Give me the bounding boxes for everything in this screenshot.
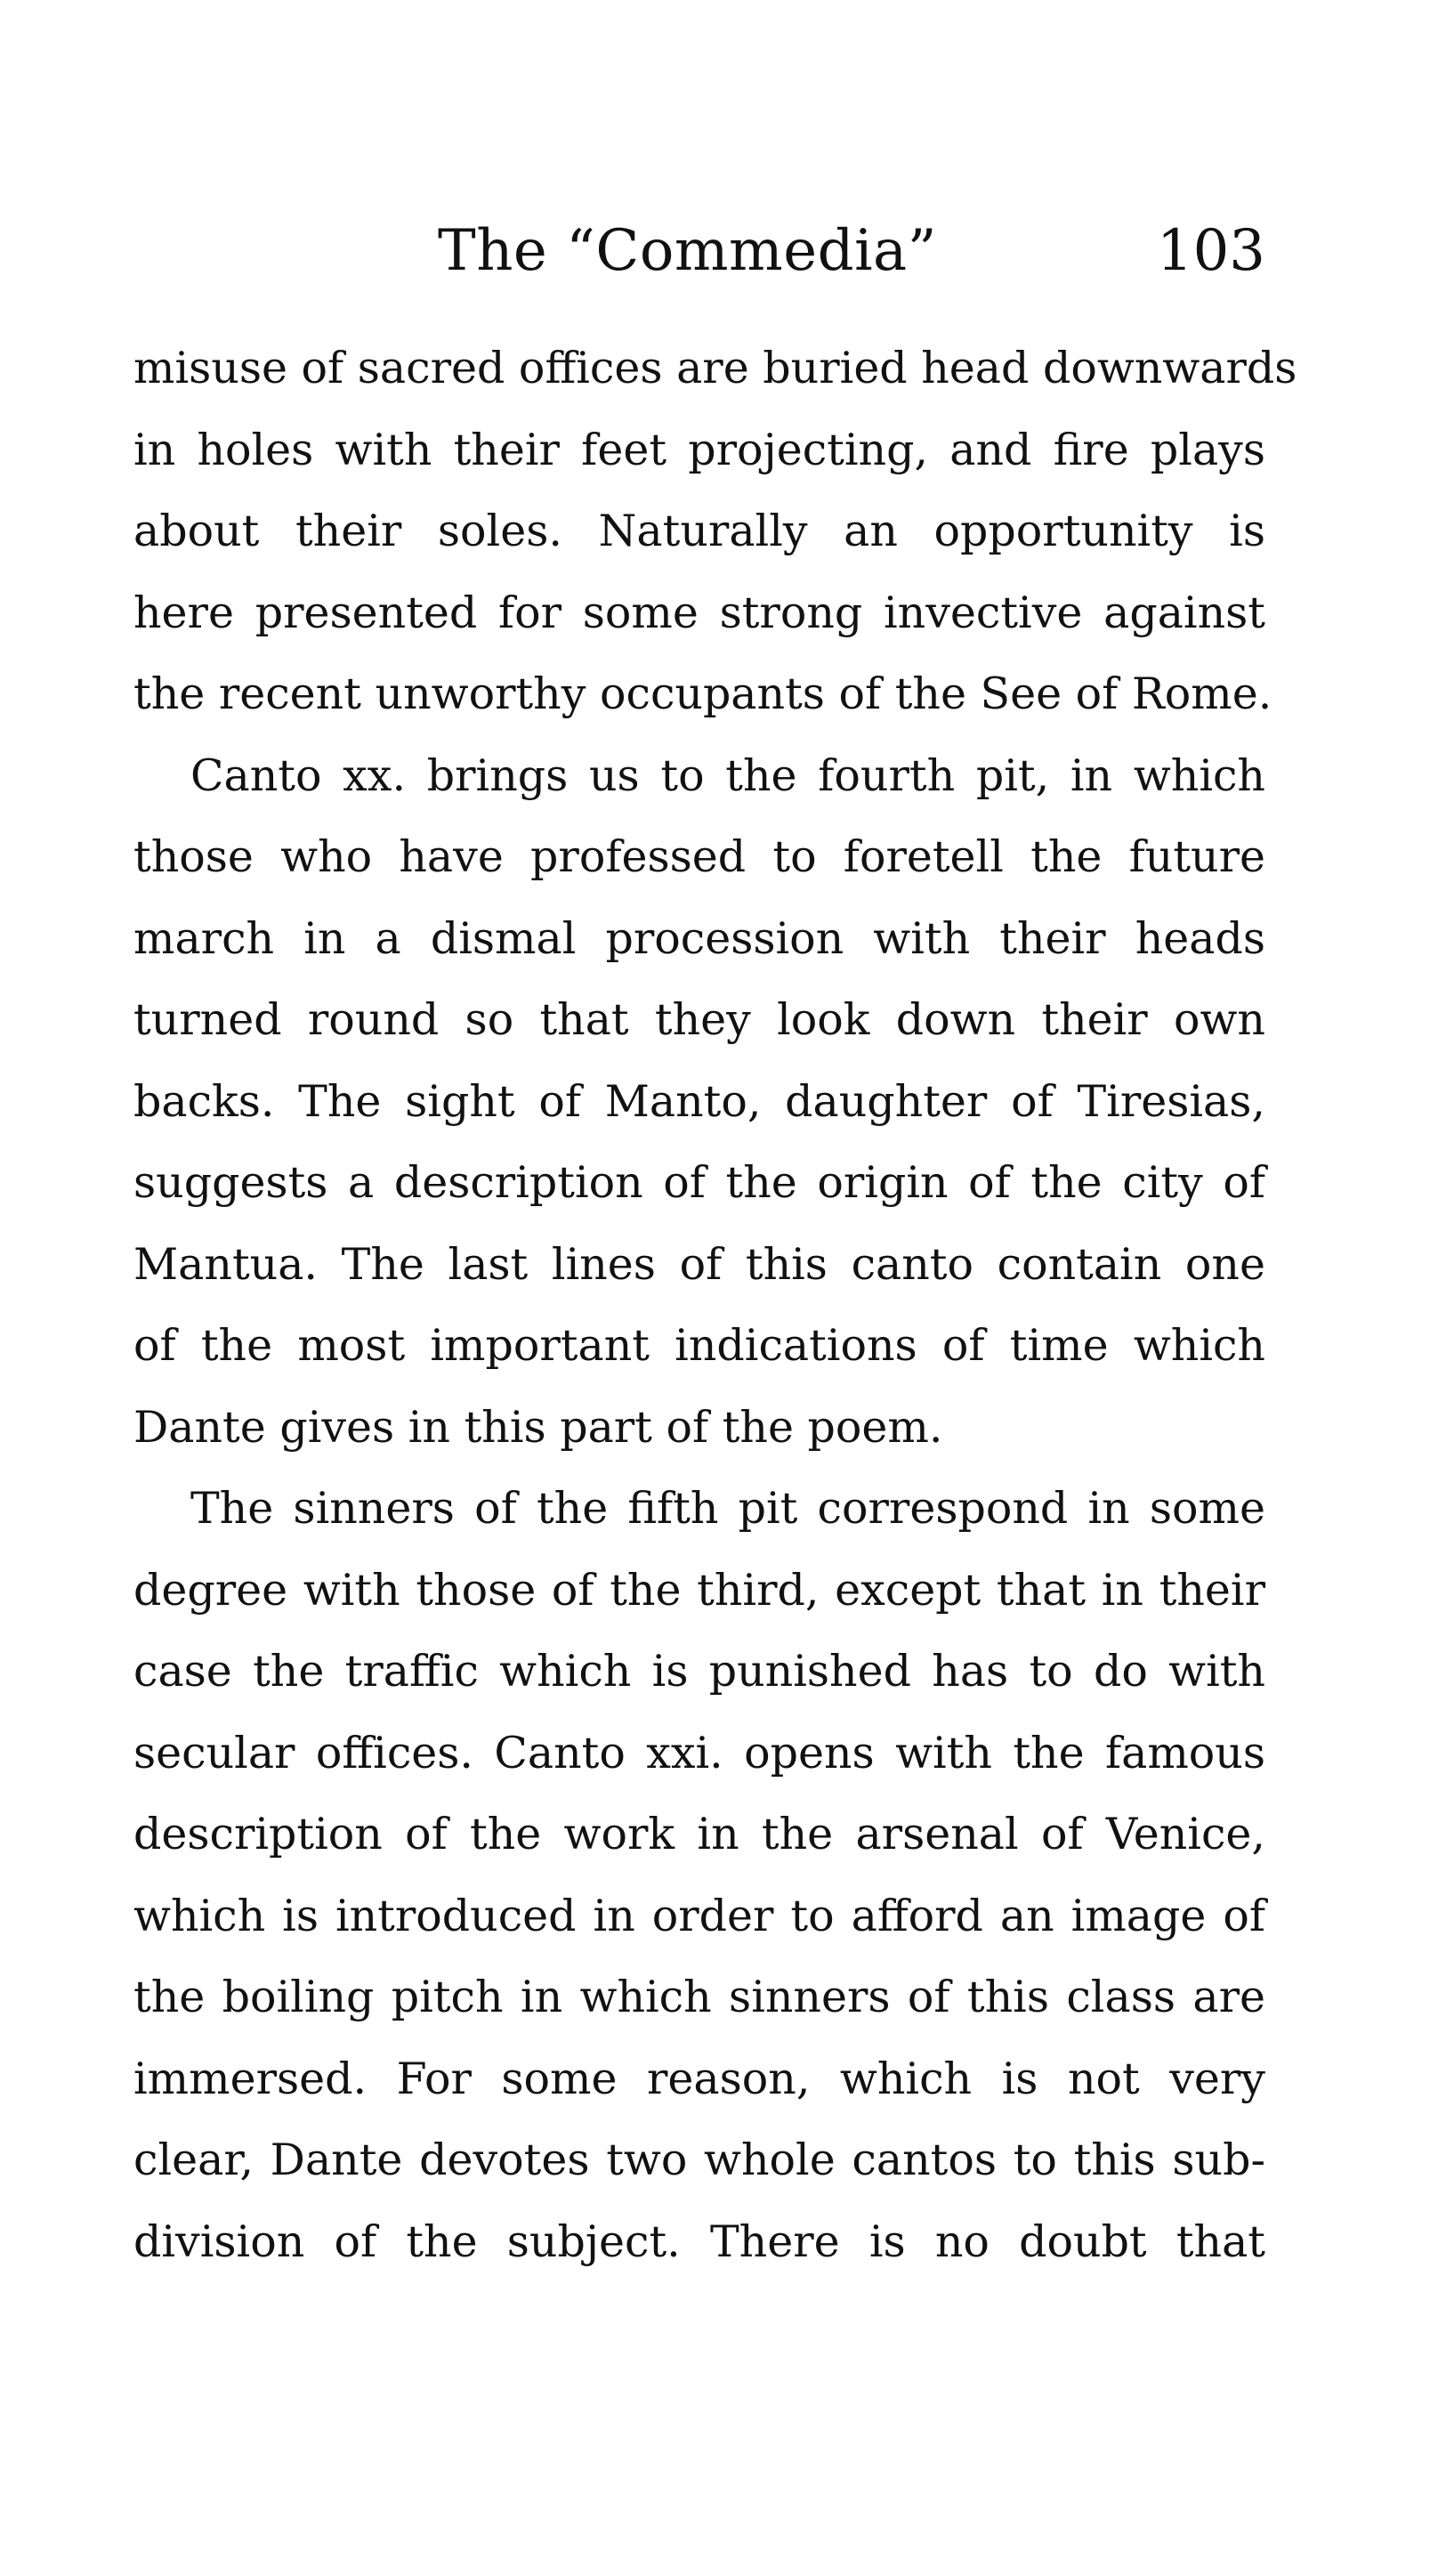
text-line: backs. The sight of Manto, daughter of Tiresias, xyxy=(133,1075,1265,1127)
text-line: march in a dismal procession with their heads xyxy=(133,912,1265,964)
text-line: about their soles. Naturally an opportunity is xyxy=(133,506,1265,556)
page-number: 103 xyxy=(1156,218,1265,284)
text-line: those who have professed to foretell the future xyxy=(133,831,1265,882)
text-line: The sinners of the fifth pit correspond in some xyxy=(190,1483,1265,1534)
text-line: which is introduced in order to afford an image of xyxy=(133,1890,1265,1941)
text-line: the boiling pitch in which sinners of this class are xyxy=(133,1972,1265,2022)
text-line: case the traffic which is punished has to do with xyxy=(133,1646,1265,1697)
body-text xyxy=(133,328,1297,2282)
text-line: of the most important indications of time which xyxy=(133,1320,1265,1371)
text-line: in holes with their feet projecting, and fire plays xyxy=(133,424,1265,475)
text-line: misuse of sacred offices are buried head downwards xyxy=(133,343,1297,393)
running-head xyxy=(133,207,1265,296)
text-line: Dante gives in this part of the poem. xyxy=(133,1401,943,1453)
text-line: the recent unworthy occupants of the See of Rome. xyxy=(133,668,1272,719)
text-line: secular offices. Canto xxi. opens with the famous xyxy=(133,1727,1265,1778)
text-line: suggests a description of the origin of the city of xyxy=(133,1157,1265,1208)
running-title: The “Commedia” xyxy=(438,218,937,284)
text-line: division of the subject. There is no doubt that xyxy=(133,2216,1265,2267)
text-line: here presented for some strong invective against xyxy=(133,587,1265,638)
text-line: turned round so that they look down their own xyxy=(133,994,1265,1045)
text-line: description of the work in the arsenal of Venice, xyxy=(133,1809,1265,1859)
text-line: Canto xx. brings us to the fourth pit, in which xyxy=(190,749,1265,801)
text-line: clear, Dante devotes two whole cantos to this sub- xyxy=(133,2135,1265,2185)
text-line: degree with those of the third, except that in their xyxy=(133,1564,1265,1616)
text-line: immersed. For some reason, which is not very xyxy=(133,2053,1265,2104)
text-line: Mantua. The last lines of this canto contain one xyxy=(133,1238,1265,1290)
